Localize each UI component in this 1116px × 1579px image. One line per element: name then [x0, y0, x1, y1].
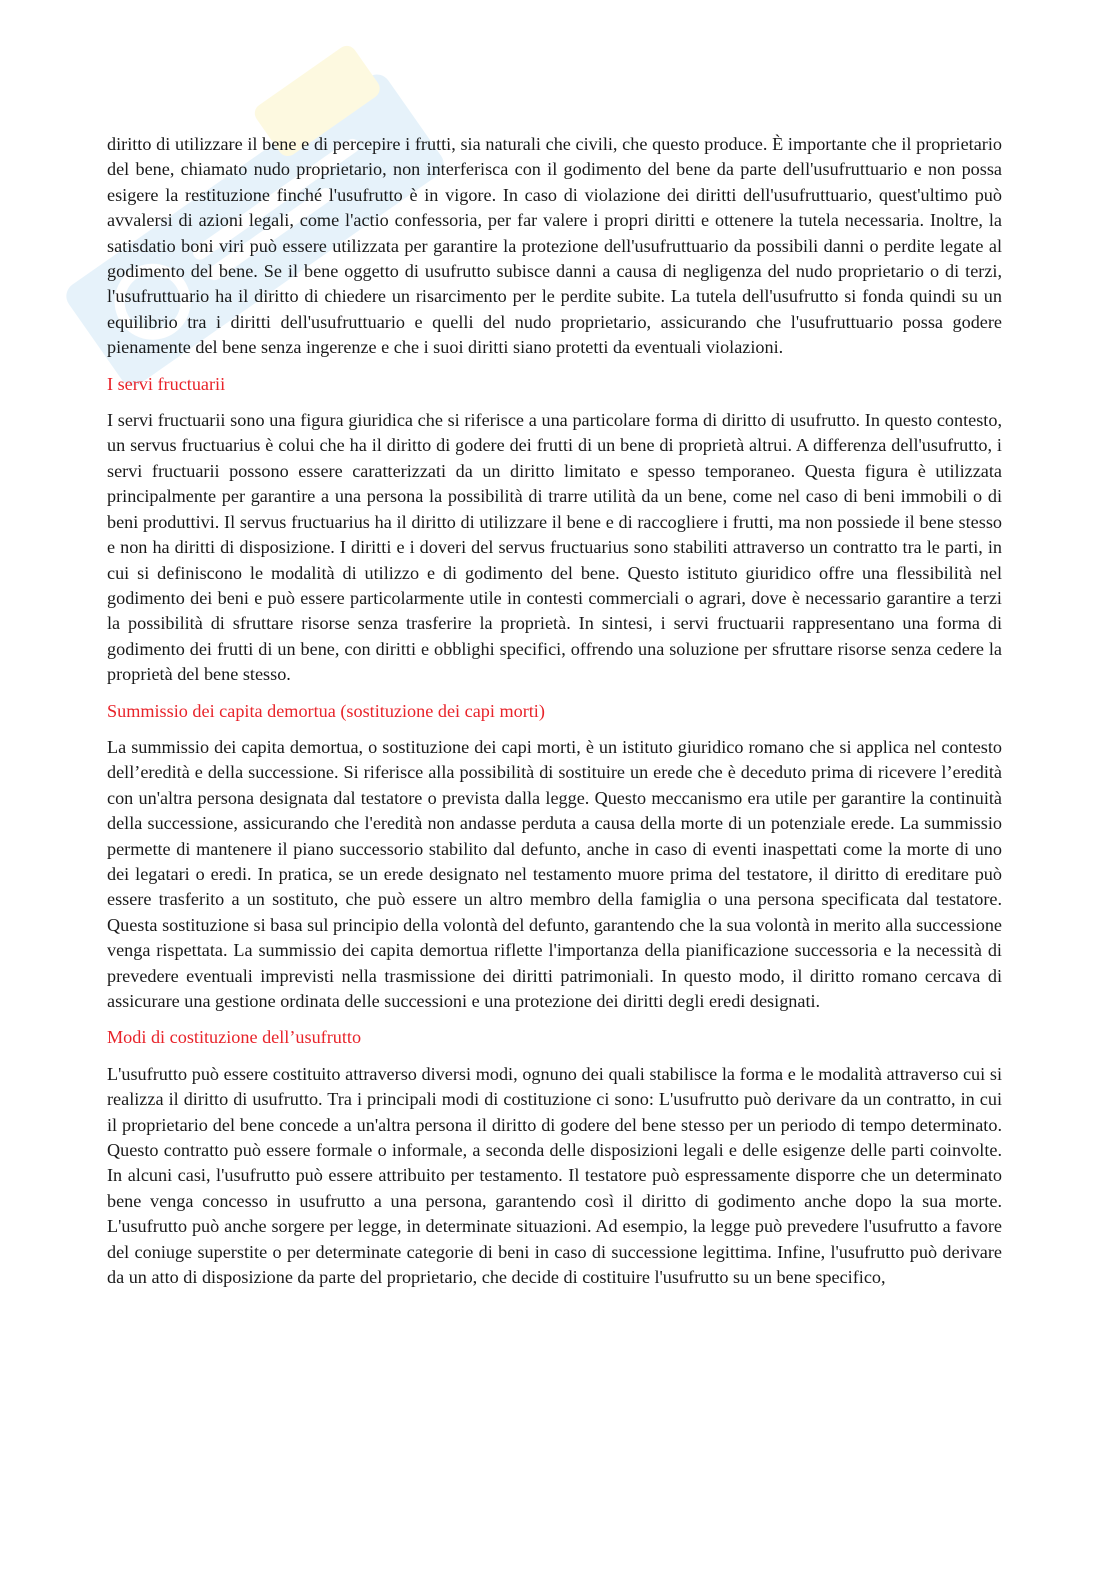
heading-servi-fructuarii: I servi fructuarii [107, 373, 226, 394]
document-page [107, 132, 1002, 1301]
heading-summissio: Summissio dei capita demortua (sostituzione dei capi morti) [107, 700, 545, 721]
paragraph-servi-fructuarii: I servi fructuarii sono una figura giuridica che si riferisce a una particolare forma di diritto di usufrutto. In questo contesto, un servus fructuarius è colui che ha il diritto di godere dei frutti di un bene di proprietà altrui. A differenza dell'usufrutto, i servi fructuarii possono essere caratterizzati da un diritto limitato e spesso temporaneo. Questa figura è utilizzata principalmente per garantire a una persona la possibilità di trarre utilità da un bene, come nel caso di beni immobili o di beni produttivi. Il servus fructuarius ha il diritto di utilizzare il bene e di raccogliere i frutti, ma non possiede il bene stesso e non ha diritti di disposizione. I diritti e i doveri del servus fructuarius sono stabiliti attraverso un contratto tra le parti, in cui si definiscono le modalità di utilizzo e di godimento del bene. Questo istituto giuridico offre una flessibilità nel godimento dei beni e può essere particolarmente utile in contesti commerciali o agrari, dove è necessario garantire a terzi la possibilità di sfruttare risorse senza trasferire la proprietà. In sintesi, i servi fructuarii rappresentano una forma di godimento dei frutti di un bene, con diritti e obblighi specifici, offrendo una soluzione per sfruttare risorse senza cedere la proprietà del bene stesso. [107, 410, 1002, 685]
paragraph-summissio: La summissio dei capita demortua, o sostituzione dei capi morti, è un istituto giuridico romano che si applica nel contesto dell’eredità e della successione. Si riferisce alla possibilità di sostituire un erede che è deceduto prima di ricevere l’eredità con un'altra persona designata dal testatore o prevista dalla legge. Questo meccanismo era utile per garantire la continuità della successione, assicurando che l'eredità non andasse perduta a causa della morte di un potenziale erede. La summissio permette di mantenere il piano successorio stabilito dal defunto, anche in caso di eventi inaspettati come la morte di uno dei legatari o eredi. In pratica, se un erede designato nel testamento muore prima del testatore, il diritto di ereditare può essere trasferito a un sostituto, che può essere un altro membro della famiglia o una persona specificata dal testatore. Questa sostituzione si basa sul principio della volontà del defunto, garantendo che la sua volontà in merito alla successione venga rispettata. La summissio dei capita demortua riflette l'importanza della pianificazione successoria e la necessità di prevedere eventuali imprevisti nella trasmissione dei diritti patrimoniali. In questo modo, il diritto romano cercava di assicurare una gestione ordinata delle successioni e una protezione dei diritti degli eredi designati. [107, 736, 1002, 1011]
heading-modi-costituzione: Modi di costituzione dell’usufrutto [107, 1027, 362, 1048]
paragraph-modi-costituzione: L'usufrutto può essere costituito attraverso diversi modi, ognuno dei quali stabilisce la forma e le modalità attraverso cui si realizza il diritto di usufrutto. Tra i principali modi di costituzione ci sono: L'usufrutto può derivare da un contratto, in cui il proprietario del bene concede a un'altra persona il diritto di godere del bene stesso per un periodo di tempo determinato. Questo contratto può essere formale o informale, a seconda delle disposizioni legali e delle esigenze delle parti coinvolte. In alcuni casi, l'usufrutto può essere attribuito per testamento. Il testatore può espressamente disporre che un determinato bene venga concesso in usufrutto a una persona, garantendo così il diritto di godimento anche dopo la sua morte. L'usufrutto può anche sorgere per legge, in determinate situazioni. Ad esempio, la legge può prevedere l'usufrutto a favore del coniuge superstite o per determinate categorie di beni in caso di successione legittima. Infine, l'usufrutto può derivare da un atto di disposizione da parte del proprietario, che decide di costituire l'usufrutto su un bene specifico, [107, 1063, 1002, 1288]
paragraph-usufrutto-tutela: diritto di utilizzare il bene e di percepire i frutti, sia naturali che civili, che questo produce. È importante che il proprietario del bene, chiamato nudo proprietario, non interferisca con il godimento del bene da parte dell'usufruttuario e non possa esigere la restituzione finché l'usufrutto è in vigore. In caso di violazione dei diritti dell'usufruttuario, quest'ultimo può avvalersi di azioni legali, come l'actio confessoria, per far valere i propri diritti e ottenere la tutela necessaria. Inoltre, la satisdatio boni viri può essere utilizzata per garantire la protezione dell'usufruttuario da possibili danni o perdite legate al godimento del bene. Se il bene oggetto di usufrutto subisce danni a causa di negligenza del nudo proprietario o di terzi, l'usufruttuario ha il diritto di chiedere un risarcimento per le perdite subite. La tutela dell'usufrutto si fonda quindi su un equilibrio tra i diritti dell'usufruttuario e quelli del nudo proprietario, assicurando che l'usufruttuario possa godere pienamente del bene senza ingerenze e che i suoi diritti siano protetti da eventuali violazioni. [107, 134, 1002, 358]
